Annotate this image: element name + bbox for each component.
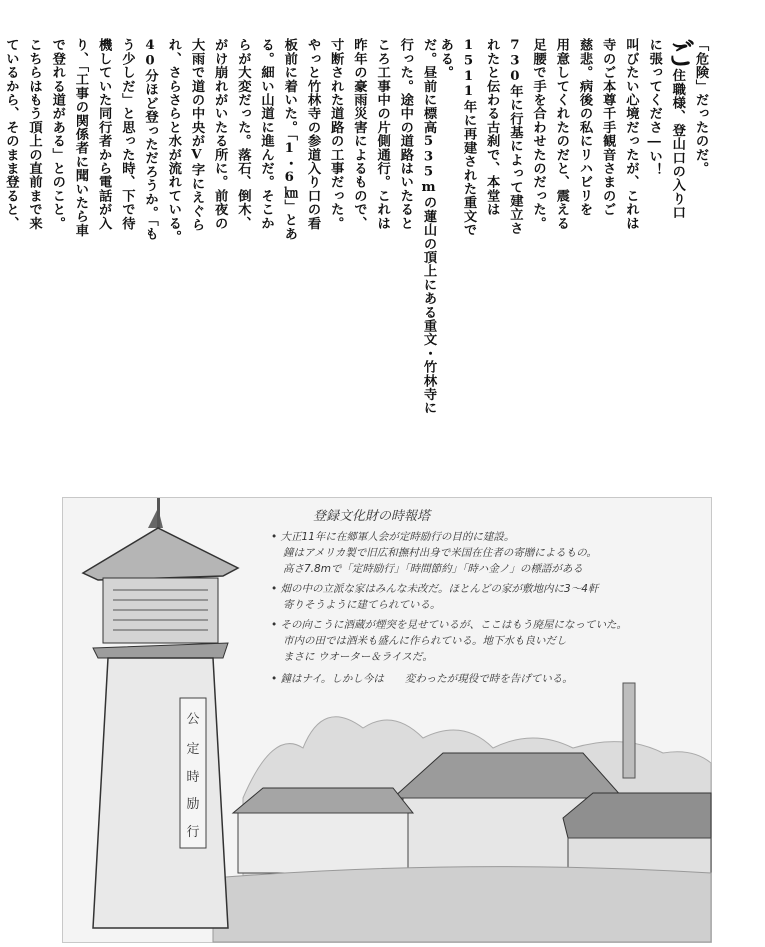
article-right-text xyxy=(437,38,712,493)
text-line: 行った。途中の道路はいたると xyxy=(397,38,413,230)
text-line: ある。 xyxy=(437,38,453,80)
illustration-note: • その向こうに酒蔵が煙突を見せているが、ここはもう廃屋になっていた。 xyxy=(271,619,628,631)
tower-label-char: 励 xyxy=(186,797,200,812)
right-para-2 xyxy=(642,38,665,493)
text-line: らが大変だった。落石、倒木、 xyxy=(235,38,251,230)
illustration-note: 市内の田では酒米も盛んに作られている。地下水も良いだし xyxy=(283,635,567,647)
tower-body xyxy=(93,658,228,928)
tower-label-char: 公 xyxy=(186,712,200,727)
text-line: 730年に行基によって建立さ xyxy=(507,38,523,235)
right-para-1 xyxy=(689,38,712,493)
text-line: だ。昼前に標高535mの蓮山の頂上にある重文・竹林寺に xyxy=(421,38,436,415)
tower-spire xyxy=(148,508,163,528)
text-line: 叫びたい心境だったが、これは xyxy=(623,38,639,230)
clock-tower-illustration xyxy=(62,497,712,943)
illustration-note: 寄りそうように建てられている。 xyxy=(283,599,441,611)
illustration-note: 鐘はアメリカ製で旧広和撫村出身で米国在住者の寄贈によるもの。 xyxy=(283,547,597,559)
right-line: 「危険」だったのだ。 xyxy=(693,38,708,175)
text-line: れ、さらさらと水が流れている。 xyxy=(165,38,181,244)
tower-label-char: 時 xyxy=(186,770,200,785)
text-line: う少しだ」と思った時、下で待 xyxy=(119,38,135,230)
text-line: 足腰で手を合わせたのだった。 xyxy=(530,38,546,230)
house-wall-sketch xyxy=(238,813,408,873)
ground-sketch xyxy=(213,867,711,942)
tower-spire-pole xyxy=(157,498,160,528)
sketch-svg xyxy=(63,498,711,942)
right-line: 住職様、登山口の入り口 xyxy=(669,68,685,220)
dropcap: ご xyxy=(659,38,695,69)
text-line: 大雨で道の中央がV字にえぐら xyxy=(188,38,204,232)
text-line: で登れる道がある」とのこと。 xyxy=(49,38,65,230)
text-line: り、「工事の関係者に聞いたら車 xyxy=(72,38,88,237)
text-line: 昨年の豪雨災害によるもので、 xyxy=(351,38,367,230)
text-line: 寺のご本尊千手観音さまのご xyxy=(600,38,616,217)
text-line: 機していた同行者から電話が入 xyxy=(96,38,112,230)
text-line: ころ工事中の片側通行。これは xyxy=(374,38,390,230)
text-line: やっと竹林寺の参道入り口の看 xyxy=(304,38,320,230)
roof-sketch xyxy=(563,793,711,838)
tower-label-char: 行 xyxy=(186,825,200,840)
text-line: ているから、そのまま登ると、 xyxy=(3,38,19,230)
chimney-sketch xyxy=(623,683,635,778)
text-line: 用意してくれたのだと、震える xyxy=(553,38,569,230)
illustration-note: まさに ウオーター＆ライスだ。 xyxy=(283,651,433,663)
illustration-title: 登録文化財の時報塔 xyxy=(313,509,431,524)
right-top-rest xyxy=(434,38,643,493)
text-line: る。細い山道に進んだ。そこか xyxy=(258,38,274,230)
text-line: 1511年に再建された重文で xyxy=(460,38,476,237)
text-line: がけ崩れがいたる所に。前夜の xyxy=(212,38,228,230)
article-left-text xyxy=(3,38,440,493)
tower-label-char: 定 xyxy=(186,742,200,757)
illustration-note: • 大正11年に在郷軍人会が定時励行の目的に建設。 xyxy=(271,531,515,543)
tower-roof xyxy=(83,528,238,580)
illustration-note: 高さ7.8mで「定時励行」「時間節約」「時ハ金ノ」の標語がある xyxy=(283,563,583,575)
article-right-block xyxy=(437,38,712,493)
roof-sketch xyxy=(233,788,413,813)
text-line: れたと伝わる古刹で、本堂は xyxy=(484,38,500,217)
text-line: こちらはもう頂上の直前まで来 xyxy=(26,38,42,230)
text-line: 慈悲。病後の私にリハビリを xyxy=(576,38,592,217)
illustration-note: • 畑の中の立派な家はみんな未改だ。ほとんどの家が敷地内に3〜4軒 xyxy=(271,583,599,595)
text-line: 寸断された道路の工事だった。 xyxy=(328,38,344,230)
illustration-note: • 鐘はナイ。しかし今は 変わったが現役で時を告げている。 xyxy=(271,673,573,685)
text-line: 40分ほど登っただろうか。「も xyxy=(142,38,158,241)
text-line: 板前に着いた。「1・6㎞」とあ xyxy=(281,38,297,241)
right-line: に張ってくださ―い！ xyxy=(646,38,662,177)
right-para-dropcap xyxy=(659,38,695,493)
tower-ledge xyxy=(93,643,228,658)
